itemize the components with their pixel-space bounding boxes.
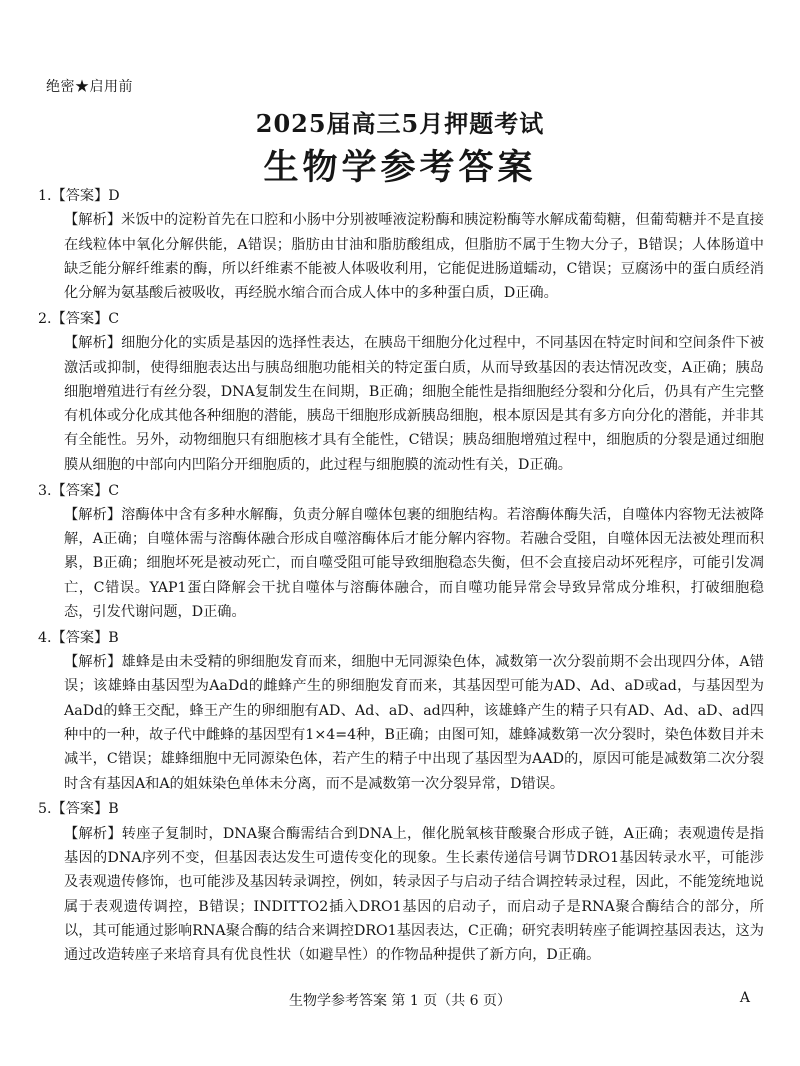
explanation-text: 【解析】溶酶体中含有多种水解酶，负责分解自噬体包裹的细胞结构。若溶酶体酶失活，自噬体内容物无法被降解，A正确；自噬体需与溶酶体融合形成自噬溶酶体后才能分解内容物。若融合受阻，自噬体因无法被处理而积累，B正确；细胞坏死是被动死亡，而自噬受阻可能导致细胞稳态失衡，但不会直接启动坏死程序，可能引发凋亡，C错误。YAP1蛋白降解会干扰自噬体与溶酶体融合，而自噬功能异常会导致异常成分堆积，打破细胞稳态，引发代谢问题，D正确。 bbox=[64, 506, 764, 621]
explanation-text: 【解析】转座子复制时，DNA聚合酶需结合到DNA上，催化脱氧核苷酸聚合形成子链，A正确；表观遗传是指基因的DNA序列不变，但基因表达发生可遗传变化的现象。生长素传递信号调节DRO1基因转录水平，可能涉及表观遗传修饰，也可能涉及基因转录调控，例如，转录因子与启动子结合调控转录过程，因此，不能笼统地说属于表观遗传调控，B错误；INDITTO2插入DRO1基因的启动子，而启动子是RNA聚合酶结合的部分，所以，其可能通过影响RNA聚合酶的结合来调控DRO1基因表达，C正确；研究表明转座子能调控基因表达，这为通过改造转座子来培育具有优良性状（如避旱性）的作物品种提供了新方向，D正确。 bbox=[64, 825, 764, 964]
explanation-text: 【解析】细胞分化的实质是基因的选择性表达，在胰岛干细胞分化过程中，不同基因在特定时间和空间条件下被激活或抑制，使得细胞表达出与胰岛细胞功能相关的特定蛋白质，从而导致基因的表达情况改变，A正确；胰岛细胞增殖进行有丝分裂，DNA复制发生在间期，B正确；细胞全能性是指细胞经分裂和分化后，仍具有产生完整有机体或分化成其他各种细胞的潜能，胰岛干细胞形成新胰岛细胞，根本原因是其有多方向分化的潜能，并非其有全能性。另外，动物细胞只有细胞核才具有全能性，C错误；胰岛细胞增殖过程中，细胞质的分裂是通过细胞膜从细胞的中部向内凹陷分开细胞质的，此过程与细胞膜的流动性有关，D正确。 bbox=[64, 335, 764, 473]
page-footer: 生物学参考答案 第 1 页（共 6 页） bbox=[288, 993, 512, 1009]
answer-line: 2.【答案】C bbox=[38, 310, 120, 327]
answer-line: 3.【答案】C bbox=[38, 482, 120, 499]
confidential-label: 绝密★启用前 bbox=[46, 79, 133, 95]
explanation-text: 【解析】米饭中的淀粉首先在口腔和小肠中分别被唾液淀粉酶和胰淀粉酶等水解成葡萄糖，但葡萄糖并不是直接在线粒体中氧化分解供能，A错误；脂肪由甘油和脂肪酸组成，但脂肪不属于生物大分子，B错误；人体肠道中缺乏能分解纤维素的酶，所以纤维素不能被人体吸收利用，它能促进肠道蠕动，C错误；豆腐汤中的蛋白质经消化分解为氨基酸后被吸收，再经脱水缩合而合成人体中的多种蛋白质，D正确。 bbox=[64, 212, 764, 302]
answer-line: 1.【答案】D bbox=[38, 188, 120, 204]
document-title: 生物学参考答案 bbox=[263, 147, 537, 188]
question-item-5 bbox=[38, 797, 764, 967]
question-item-4 bbox=[38, 626, 764, 796]
answer-line: 4.【答案】B bbox=[38, 629, 119, 646]
version-mark: A bbox=[739, 990, 750, 1006]
question-item-3 bbox=[38, 479, 764, 625]
explanation-text: 【解析】雄蜂是由未受精的卵细胞发育而来，细胞中无同源染色体，减数第一次分裂前期不会出现四分体，A错误；该雄蜂由基因型为AaDd的雌蜂产生的卵细胞发育而来，其基因型可能为AD、Ad、aD或ad，与基因型为AaDd的蜂王交配，蜂王产生的卵细胞有AD、Ad、aD、ad四种，该雄蜂产生的精子只有AD、Ad、aD、ad四种中的一种，故子代中雌蜂的基因型有1×4=4种，B正确；由图可知，雄蜂减数第一次分裂时，染色体数目并未减半，C错误；雄蜂细胞中无同源染色体，若产生的精子中出现了基因型为AAD的，原因可能是减数第二次分裂时含有基因A和A的姐妹染色单体未分离，而不是减数第一次分裂异常，D错误。 bbox=[64, 654, 764, 792]
exam-title: 2025届高三5月押题考试 bbox=[255, 109, 545, 138]
answers-list bbox=[38, 184, 764, 969]
answer-line: 5.【答案】B bbox=[38, 801, 119, 818]
question-item-2 bbox=[38, 307, 764, 477]
question-item-1 bbox=[38, 184, 764, 305]
